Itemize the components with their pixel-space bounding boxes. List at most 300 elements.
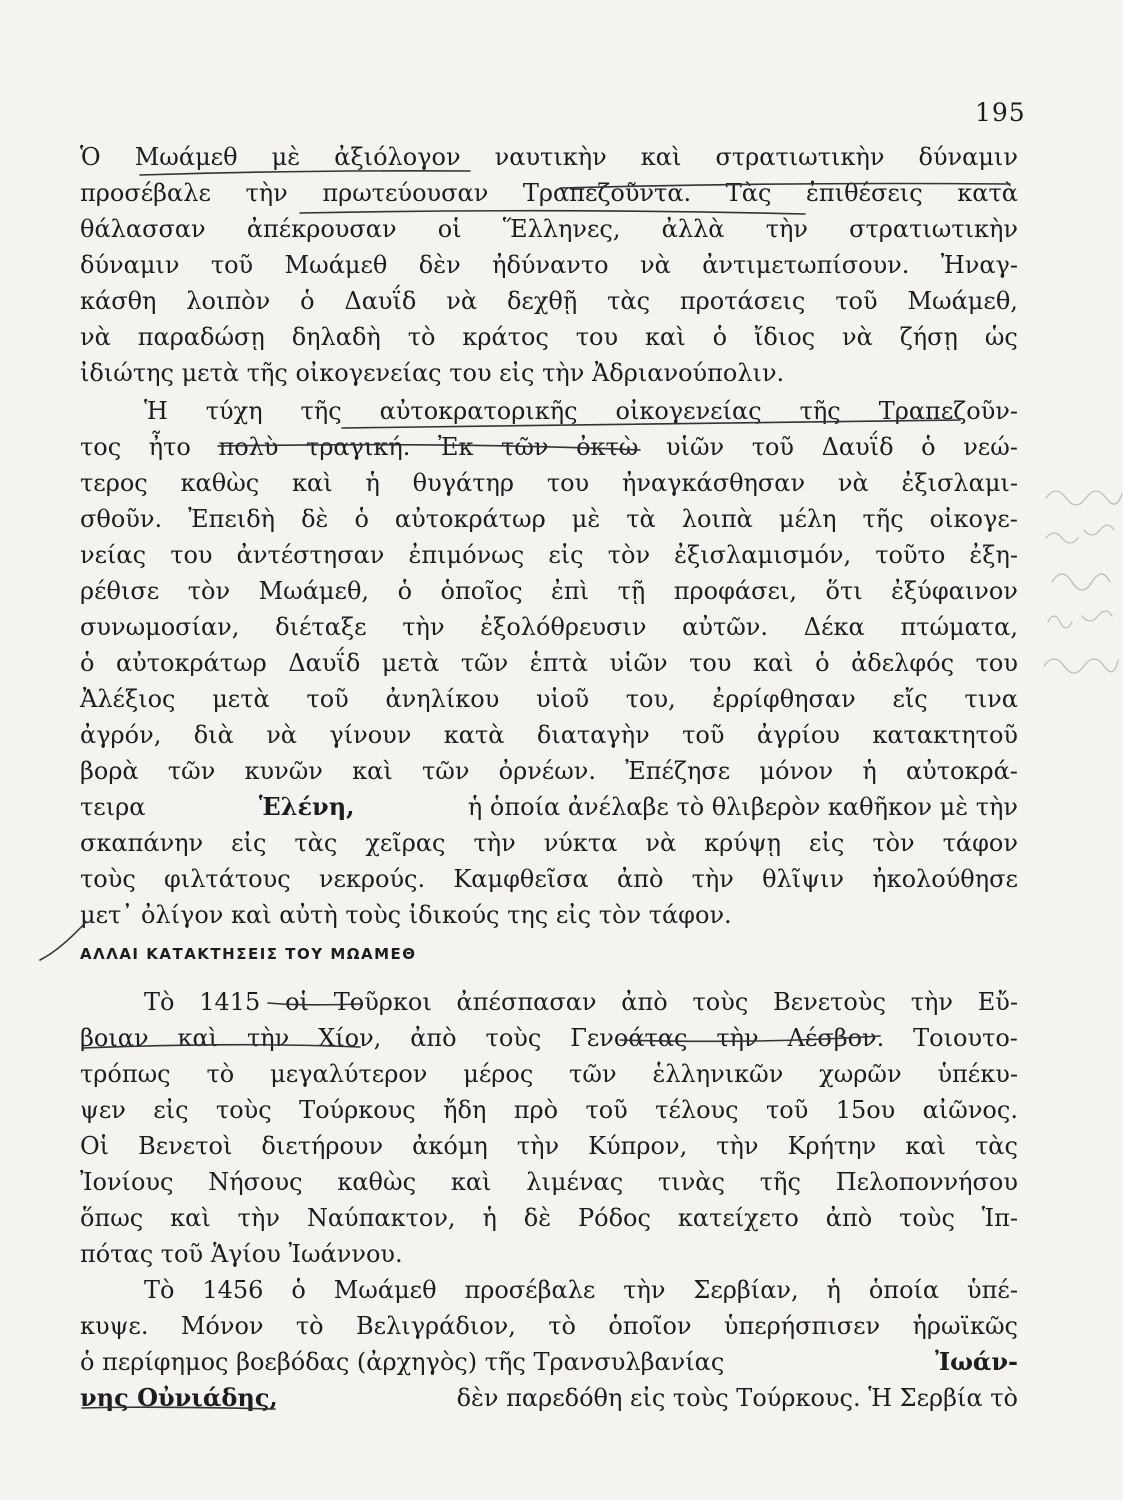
word: ἤδη [443,1096,487,1124]
word: τοῦτο [875,541,946,569]
word: τοὺς [80,865,136,893]
word: βοιαν [80,1024,149,1052]
word: ὁ [300,287,315,315]
word: του [170,541,213,569]
word: Ἱπ- [981,1204,1018,1232]
text-line [80,502,1018,536]
text-line [80,1129,1018,1163]
word: Τραπεζοῦντα. [522,179,692,207]
text-line: πότας τοῦ Ἁγίου Ἰωάννου. [80,1240,403,1268]
word: Τὰς [725,179,772,207]
text-line-mixed [80,1381,1018,1415]
word: υἱῶν [665,433,725,461]
word: τερος [80,469,148,497]
word: λιμένας [526,1168,624,1196]
word: τάφον [942,829,1018,857]
word: κατακτητοῦ [872,721,1018,749]
word: Δαυΐδ [288,649,361,677]
word: φιλτάτους [163,865,291,893]
text-line [80,248,1018,282]
word: ἀπὸ [410,1024,457,1052]
word: τοὺς [485,1024,542,1052]
word: ἀντέστησαν [236,541,385,569]
word: τὴν [516,1132,560,1160]
word: αὐτοκρατορικῆς [379,397,578,425]
word: τῶν [501,433,549,461]
text-line [80,574,1018,608]
word: ἐξη- [969,541,1018,569]
word: δὲ [523,1204,552,1232]
word: τινὰς [658,1168,725,1196]
text-line [80,754,1018,788]
word: Ἰονίους [80,1168,174,1196]
word: νείας [80,541,147,569]
word: καὶ [450,1168,492,1196]
word: μεγαλύτερον [270,1060,428,1088]
word: ἐξισλαμισμόν, [674,541,852,569]
word: Τούρκους [299,1096,416,1124]
text-fragment: τειρα [80,793,146,821]
word: οἰκογενείας [615,397,762,425]
word: ὀκτὼ [576,433,639,461]
word: αἰῶνος. [922,1096,1018,1124]
page-number: 195 [975,98,1026,127]
word: νὰ [837,469,869,497]
word: ναυτικὴν [494,143,607,171]
word: καὶ [352,757,393,785]
word: πτώματα, [900,613,1018,641]
word: 1456 [202,1276,264,1304]
word: νὰ [842,323,873,351]
word: ἀπὸ [621,988,668,1016]
word: Ἕλληνες, [502,215,621,243]
word: Ἡ [144,397,168,425]
word: τῶν [167,757,216,785]
word: καὶ [292,469,333,497]
word: διαταγὴν [536,721,650,749]
word: μέλη [778,505,837,533]
word: αὐτοκρά- [905,757,1018,785]
word: τὰς [607,287,651,315]
word: τὴν [623,1276,666,1304]
text-line [144,394,1018,428]
word: μετὰ [212,685,270,713]
text-line [80,1093,1018,1127]
word: προφάσει, [673,577,797,605]
word: καθὼς [337,1168,417,1196]
word: Νήσους [208,1168,303,1196]
word: νεώ- [963,433,1018,461]
word: νύκτα [543,829,618,857]
word: τὴν [245,179,288,207]
word: εἰς [231,829,267,857]
word: Βελιγράδιον, [356,1312,516,1340]
word: Σερβίαν, [693,1276,799,1304]
word: μετὰ [381,649,440,677]
word: παραδώσῃ [137,323,265,351]
text-line [80,176,1018,210]
word: δηλαδὴ [291,323,381,351]
text-line [80,1201,1018,1235]
word: γίνουν [329,721,412,749]
word: θυγάτηρ [412,469,515,497]
word: ἴδιος [753,323,816,351]
text-line [80,682,1018,716]
text-fragment: ἡ ὁποία ἀνέλαβε τὸ θλιβερὸν καθῆκον μὲ τὴν [467,793,1018,821]
text-line [80,826,1018,860]
word: προσέβαλε [80,179,211,207]
word: ἀνηλίκου [385,685,500,713]
word: συνωμοσίαν, [80,613,240,641]
word: ἐξολόθρευσιν [480,613,647,641]
word: οἱ [285,988,309,1016]
word: ἐπὶ [551,577,590,605]
word: δὲν [418,251,461,279]
word: κυνῶν [244,757,323,785]
text-line [80,862,1018,896]
word: τοῦ [765,1096,809,1124]
word: Λέσβον. [787,1024,885,1052]
word: τῆς [799,397,841,425]
text-line [80,140,1018,174]
word: ἠκολούθησε [872,865,1018,893]
word: τὸ [295,1312,324,1340]
word: ὁ [397,577,413,605]
word: τὴν [716,1132,759,1160]
word: Ἀλέξιος [80,685,176,713]
word: πρὸ [513,1096,559,1124]
word: τὰ [626,505,656,533]
word: πρωτεύουσαν [322,179,489,207]
word: ἀγρόν, [80,721,162,749]
word: Μόνον [180,1312,264,1340]
word: δύναμιν [918,143,1018,171]
word: τῆς [862,505,904,533]
word: στρατιωτικὴν [715,143,885,171]
word: ὅτι [825,577,863,605]
word: τὸ [548,1312,576,1340]
word: καὶ [752,649,794,677]
word: νὰ [640,251,671,279]
word: τοὺς [692,988,749,1016]
word: ἐπιμόνως [408,541,525,569]
word: ἠδύναντο [492,251,609,279]
text-line [80,1309,1018,1343]
word: ἀντιμετωπίσουν. [702,251,910,279]
word: ὑπερήσπισεν [723,1312,881,1340]
word: τὴν [246,1024,290,1052]
word: ρέθισε [80,577,160,605]
text-line: μετ᾽ ὀλίγον καὶ αὐτὴ τοὺς ἰδικούς της εἰς τὸν τάφον. [80,901,732,929]
name-elene: Ἑλένη, [258,792,355,821]
text-line [144,1273,1018,1307]
word: ὁ [354,505,369,533]
word: ἡρωϊκῶς [912,1312,1018,1340]
text-line [80,212,1018,246]
word: Τὸ [144,988,175,1016]
word: υἱῶν [609,649,668,677]
word: Εὔ- [977,988,1018,1016]
word: τὸν [187,577,231,605]
word: τῆς [300,397,342,425]
word: ἡ [862,757,877,785]
word: Μωάμεθ [134,143,238,171]
word: ὁποῖον [608,1312,692,1340]
word: ἀδελφός [851,649,955,677]
word: Πελοποννήσου [835,1168,1018,1196]
word: κρύψῃ [704,829,782,857]
text-line: ἰδιώτης μετὰ τῆς οἰκογενείας του εἰς τὴν Ἀδριανούπολιν. [80,359,785,387]
word: Ρόδος [578,1204,651,1232]
word: Ἐπέζησε [625,757,731,785]
word: Γενοάτας [570,1024,688,1052]
word: Ὁ [80,143,101,171]
word: ἀπέκρουσαν [246,215,397,243]
word: νεκρούς. [318,865,426,893]
word: Κύπρον, [588,1132,688,1160]
word: ὑπέκυ- [937,1060,1018,1088]
word: Τραπεζοῦν- [878,397,1018,425]
word: του, [625,685,676,713]
word: ἀπέσπασαν [456,988,597,1016]
word: τέλους [655,1096,739,1124]
word: πολὺ [218,433,279,461]
word: Μωάμεθ, [907,287,1018,315]
word: λοιπὸν [186,287,271,315]
word: αὐτοκράτωρ [394,505,546,533]
word: ὁ [815,649,830,677]
word: εἴς [892,685,928,713]
text-line-mixed [80,1345,1018,1379]
word: του [575,323,619,351]
word: λοιπὰ [681,505,753,533]
text-line [80,320,1018,354]
word: ὁποῖος [440,577,523,605]
text-line [80,1021,1018,1055]
word: Τοῦρκοι [333,988,432,1016]
word: ὑπέ- [967,1276,1018,1304]
word: τὸν [607,541,651,569]
word: τὸ [407,323,436,351]
word: χεῖρας [365,829,446,857]
word: ὁ [80,649,95,677]
word: τῶν [421,757,470,785]
word: καὶ [170,1204,211,1232]
word: ὁ [712,323,728,351]
word: ἀκόμη [412,1132,488,1160]
word: τοὺς [215,1096,272,1124]
word: τὴν [910,988,953,1016]
word: δεχθῇ [506,287,578,315]
word: αὐτῶν. [682,613,769,641]
word: Χίον, [318,1024,382,1052]
text-line [80,284,1018,318]
word: ἐρρίφθησαν [712,685,856,713]
word: κατὰ [443,721,505,749]
word: ἑπτὰ [529,649,588,677]
word: τὸν [872,829,915,857]
word: αὐτοκράτωρ [115,649,267,677]
text-fragment: ὁ περίφημος βοεβόδας (ἀρχηγὸς) τῆς Τρανσυλβανίας [80,1348,725,1376]
word: εἰς [809,829,845,857]
word: ἡ [826,1276,841,1304]
text-line [80,538,1018,572]
word: Ἠναγ- [940,251,1018,279]
word: ἀπὸ [825,1204,873,1232]
word: τὴν [237,1204,280,1232]
word: ἠναγκάσθησαν [621,469,806,497]
text-line [144,985,1018,1019]
word: του [546,469,590,497]
name-ioannes-part: Ἰωάν- [934,1347,1018,1376]
text-line [80,718,1018,752]
word: του [975,649,1018,677]
word: 1415 [199,988,261,1016]
word: ἀξιόλογον [334,143,461,171]
word: ἦτο [148,433,191,461]
word: καὶ [640,143,682,171]
word: ἡ [482,1204,497,1232]
text-line [80,1165,1018,1199]
word: τὴν [691,865,734,893]
word: τῇ [617,577,646,605]
word: καὶ [905,1132,946,1160]
word: καὶ [645,323,686,351]
word: υἱοῦ [536,685,590,713]
word: ἑλληνικῶν [652,1060,784,1088]
word: δὲ [301,505,329,533]
word: βορὰ [80,757,139,785]
word: Βενετοὺς [773,988,886,1016]
word: θλῖψιν [762,865,844,893]
word: τῶν [569,1060,617,1088]
word: κατείχετο [677,1204,799,1232]
word: ὁ [291,1276,306,1304]
word: 15ου [835,1096,896,1124]
word: τραγική. [306,433,411,461]
word: τοῦ [210,251,254,279]
word: νὰ [645,829,677,857]
word: κάσθη [80,287,157,315]
word: Ναύπακτον, [306,1204,456,1232]
word: Τοιουτο- [913,1024,1018,1052]
word: τύχη [205,397,263,425]
text-line [80,646,1018,680]
word: τὴν [765,215,808,243]
word: σκαπάνην [80,829,204,857]
word: καθὼς [180,469,260,497]
word: του [689,649,732,677]
word: προσέβαλε [464,1276,596,1304]
word: εἰς [548,541,584,569]
word: στρατιωτικὴν [849,215,1018,243]
word: ὁποία [868,1276,940,1304]
text-line [80,430,1018,464]
word: τοῦ [306,685,349,713]
word: τοῦ [682,721,725,749]
word: σθοῦν. [80,505,163,533]
word: ὀρνέων. [498,757,597,785]
word: Μωάμεθ, [258,577,370,605]
word: τοὺς [899,1204,955,1232]
word: μὲ [571,505,601,533]
word: διετήρουν [261,1132,384,1160]
word: τῶν [460,649,509,677]
word: διέταξε [275,613,367,641]
word: Μωάμεθ [284,251,388,279]
word: τῆς [759,1168,801,1196]
word: κατὰ [957,179,1018,207]
word: Οἱ [80,1132,110,1160]
text-fragment: δὲν παρεδόθη εἰς τοὺς Τούρκους. Ἡ Σερβία τὸ [456,1384,1018,1412]
word: ἡ [365,469,380,497]
margin-pencil-notes [1038,470,1123,700]
word: ἀλλὰ [661,215,725,243]
word: διὰ [193,721,234,749]
word: νὰ [446,287,478,315]
word: Κρήτην [787,1132,877,1160]
word: τοῦ [585,1096,628,1124]
word: δύναμιν [80,251,180,279]
word: κράτος [462,323,549,351]
word: καὶ [177,1024,219,1052]
word: Δαυΐδ [344,287,417,315]
word: ζήσῃ [899,323,958,351]
word: ψεν [80,1096,126,1124]
word: νὰ [266,721,297,749]
text-line [80,610,1018,644]
word: Μωάμεθ [333,1276,437,1304]
word: ἐπιθέσεις [806,179,923,207]
section-heading: ΑΛΛΑΙ ΚΑΤΑΚΤΗΣΕΙΣ ΤΟΥ ΜΩΑΜΕΘ [80,945,417,963]
word: μέρος [463,1060,534,1088]
word: τος [80,433,122,461]
word: οἱ [437,215,462,243]
word: ἐξύφαινον [891,577,1018,605]
word: Τὸ [144,1276,175,1304]
word: μόνον [759,757,834,785]
word: τὴν [716,1024,759,1052]
word: Καμφθεῖσα [453,865,589,893]
name-ouniades: νης Οὐνιάδης, [80,1383,278,1412]
text-line [80,466,1018,500]
word: τὰς [294,829,338,857]
word: ὅπως [80,1204,144,1232]
word: ὁ [921,433,936,461]
word: Βενετοὶ [138,1132,233,1160]
word: ἀπὸ [616,865,664,893]
text-line [80,1057,1018,1091]
word: οἰκογε- [929,505,1018,533]
word: χωρῶν [819,1060,902,1088]
word: τοῦ [751,433,795,461]
word: εἰς [153,1096,189,1124]
word: νὰ [80,323,111,351]
word: τὰς [974,1132,1018,1160]
word: μὲ [271,143,301,171]
text-line-mixed [80,790,1018,824]
word: Ἐκ [437,433,474,461]
word: Δέκα [803,613,865,641]
word: τρόπως [80,1060,171,1088]
word: τὴν [473,829,516,857]
word: θάλασσαν [80,215,206,243]
word: προτάσεις [679,287,806,315]
word: ἐξισλαμι- [901,469,1018,497]
word: Ἐπειδὴ [188,505,276,533]
word: Δαυΐδ [821,433,894,461]
word: κυψε. [80,1312,149,1340]
